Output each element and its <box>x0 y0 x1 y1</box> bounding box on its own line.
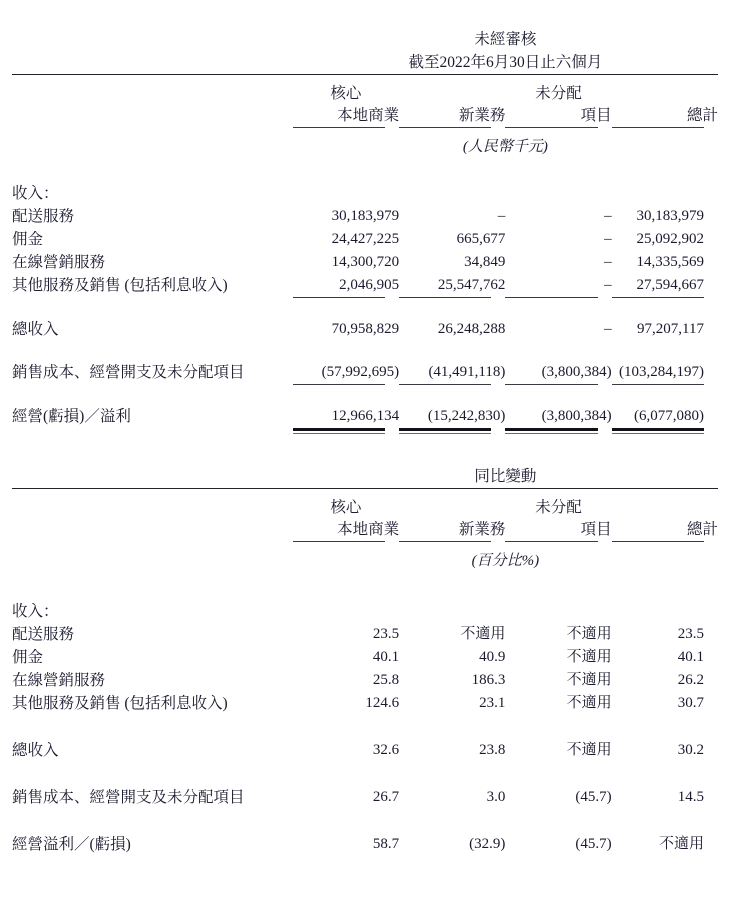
cell2-delivery-new: 不適用 <box>460 626 506 642</box>
table2-section-label-row <box>12 600 718 623</box>
col-header-unallocated-line1: 未分配 <box>535 85 582 102</box>
cell2-delivery-total: 23.5 <box>677 626 704 642</box>
row-label-total-revenue: 總收入 <box>12 321 59 338</box>
segment-amounts-table <box>12 28 718 435</box>
col2-header-total-line1 <box>612 497 718 519</box>
table1-title-period: 截至2022年6月30日止六個月 <box>408 54 603 71</box>
cell2-commission-core: 40.1 <box>372 649 400 665</box>
table2-title-yoy-change: 同比變動 <box>474 468 537 485</box>
row2-label-commission: 佣金 <box>12 649 44 666</box>
cell-operating-total: (6,077,080) <box>634 408 704 424</box>
cell2-other-core: 124.6 <box>365 695 400 711</box>
cell2-commission-unallocated: 不適用 <box>566 649 612 665</box>
cell-total-revenue-core: 70,958,829 <box>331 321 400 337</box>
col-header-unallocated-line2: 項目 <box>580 107 612 124</box>
table1-final-double-rule <box>12 428 718 435</box>
table-row <box>12 646 718 669</box>
cell-costs-unallocated: (3,800,384) <box>541 364 612 380</box>
cell-commission-new: 665,677 <box>456 231 506 247</box>
table-row <box>12 274 718 297</box>
cell-operating-core: 12,966,134 <box>331 408 400 424</box>
table1-currency-unit: (人民幣千元) <box>462 139 548 155</box>
cell2-delivery-unallocated: 不適用 <box>566 626 612 642</box>
cell2-total-revenue-unallocated: 不適用 <box>566 742 612 758</box>
cell-commission-unallocated: – <box>604 231 612 247</box>
col-header-new-line2: 新業務 <box>458 107 506 124</box>
table-row <box>12 251 718 274</box>
col2-header-core-line2: 本地商業 <box>337 521 400 538</box>
table-row <box>12 692 718 715</box>
cell-costs-total: (103,284,197) <box>619 364 704 380</box>
cell-marketing-core: 14,300,720 <box>331 254 400 270</box>
cell2-costs-unallocated: (45.7) <box>575 789 612 805</box>
row2-label-total-revenue: 總收入 <box>12 742 59 759</box>
cell2-operating-unallocated: (45.7) <box>575 836 612 852</box>
cell-total-revenue-unallocated: – <box>604 321 612 337</box>
table-row-operating <box>12 405 718 428</box>
cell2-commission-total: 40.1 <box>677 649 704 665</box>
cell2-commission-new: 40.9 <box>479 649 506 665</box>
revenue-section-label: 收入： <box>12 185 59 202</box>
cell-delivery-core: 30,183,979 <box>331 208 400 224</box>
cell2-marketing-unallocated: 不適用 <box>566 672 612 688</box>
table1-title-row-1 <box>12 28 718 51</box>
cell2-marketing-new: 186.3 <box>471 672 506 688</box>
cell-commission-core: 24,427,225 <box>331 231 400 247</box>
table2-header-row-2 <box>12 519 718 541</box>
cell-operating-unallocated: (3,800,384) <box>541 408 612 424</box>
table-row-total-revenue <box>12 318 718 341</box>
segment-yoy-change-table <box>12 465 718 856</box>
cell-other-new: 25,547,762 <box>437 277 506 293</box>
row-label-costs: 銷售成本、經營開支及未分配項目 <box>12 364 245 381</box>
row-label-commission: 佣金 <box>12 231 44 248</box>
cell-operating-new: (15,242,830) <box>427 408 506 424</box>
row2-label-other-services: 其他服務及銷售 (包括利息收入) <box>12 695 228 712</box>
table2-row-total-revenue <box>12 739 718 762</box>
cell-delivery-total: 30,183,979 <box>636 208 704 224</box>
table1-section-label-row <box>12 182 718 205</box>
col-header-core-line2: 本地商業 <box>337 107 400 124</box>
cell2-delivery-core: 23.5 <box>372 626 400 642</box>
table2-title-row <box>12 465 718 488</box>
col2-header-new-line2: 新業務 <box>458 521 506 538</box>
table-row <box>12 205 718 228</box>
cell-commission-total: 25,092,902 <box>636 231 704 247</box>
cell-other-core: 2,046,905 <box>339 277 400 293</box>
cell-delivery-new: – <box>497 208 506 224</box>
cell2-marketing-total: 26.2 <box>677 672 704 688</box>
col-header-core-line1: 核心 <box>330 85 362 102</box>
cell2-marketing-core: 25.8 <box>372 672 400 688</box>
cell-costs-new: (41,491,118) <box>428 364 506 380</box>
table2-percentage-unit: (百分比%) <box>471 553 540 569</box>
row-label-delivery: 配送服務 <box>12 208 75 225</box>
cell-marketing-unallocated: – <box>604 254 612 270</box>
cell-delivery-unallocated: – <box>604 208 612 224</box>
row-label-online-marketing: 在線營銷服務 <box>12 254 106 271</box>
cell-other-total: 27,594,667 <box>636 277 704 293</box>
table-row <box>12 623 718 646</box>
cell2-other-total: 30.7 <box>677 695 704 711</box>
col2-header-total-line2: 總計 <box>686 521 718 538</box>
cell2-costs-core: 26.7 <box>372 789 400 805</box>
revenue-section-label-2: 收入： <box>12 603 59 620</box>
cell-total-revenue-new: 26,248,288 <box>437 321 506 337</box>
table1-header-row-2 <box>12 105 718 127</box>
col-header-total-line2: 總計 <box>686 107 718 124</box>
col2-header-unallocated-line2: 項目 <box>580 521 612 538</box>
cell2-total-revenue-core: 32.6 <box>372 742 400 758</box>
table1-unit-row <box>12 136 718 158</box>
table1-title-unaudited: 未經審核 <box>474 31 537 48</box>
col-header-new-line1 <box>399 83 505 105</box>
col2-header-new-line1 <box>399 497 505 519</box>
cell-total-revenue-total: 97,207,117 <box>637 321 704 337</box>
table2-row-costs <box>12 786 718 809</box>
row2-label-online-marketing: 在線營銷服務 <box>12 672 106 689</box>
cell2-operating-new: (32.9) <box>469 836 506 852</box>
cell-marketing-new: 34,849 <box>464 254 506 270</box>
cell2-total-revenue-new: 23.8 <box>479 742 506 758</box>
row2-label-operating-result: 經營溢利／(虧損) <box>12 836 131 853</box>
table2-header-row-1 <box>12 497 718 519</box>
cell2-other-unallocated: 不適用 <box>566 695 612 711</box>
col-header-total-line1 <box>612 83 718 105</box>
table-row <box>12 228 718 251</box>
cell2-costs-new: 3.0 <box>486 789 506 805</box>
cell-marketing-total: 14,335,569 <box>636 254 704 270</box>
cell2-costs-total: 14.5 <box>677 789 704 805</box>
cell2-other-new: 23.1 <box>479 695 506 711</box>
table-row-costs <box>12 361 718 384</box>
table-row <box>12 669 718 692</box>
cell2-operating-core: 58.7 <box>372 836 400 852</box>
table2-row-operating <box>12 833 718 856</box>
table2-unit-row <box>12 550 718 572</box>
cell-costs-core: (57,992,695) <box>321 364 400 380</box>
row-label-other-services: 其他服務及銷售 (包括利息收入) <box>12 277 228 294</box>
col2-header-core-line1: 核心 <box>330 499 362 516</box>
table1-title-row-2 <box>12 51 718 74</box>
cell2-total-revenue-total: 30.2 <box>677 742 704 758</box>
table1-header-row-1 <box>12 83 718 105</box>
col2-header-unallocated-line1: 未分配 <box>535 499 582 516</box>
cell-other-unallocated: – <box>604 277 612 293</box>
cell2-operating-total: 不適用 <box>658 836 704 852</box>
row2-label-costs: 銷售成本、經營開支及未分配項目 <box>12 789 245 806</box>
row2-label-delivery: 配送服務 <box>12 626 75 643</box>
row-label-operating-result: 經營(虧損)／溢利 <box>12 408 131 425</box>
